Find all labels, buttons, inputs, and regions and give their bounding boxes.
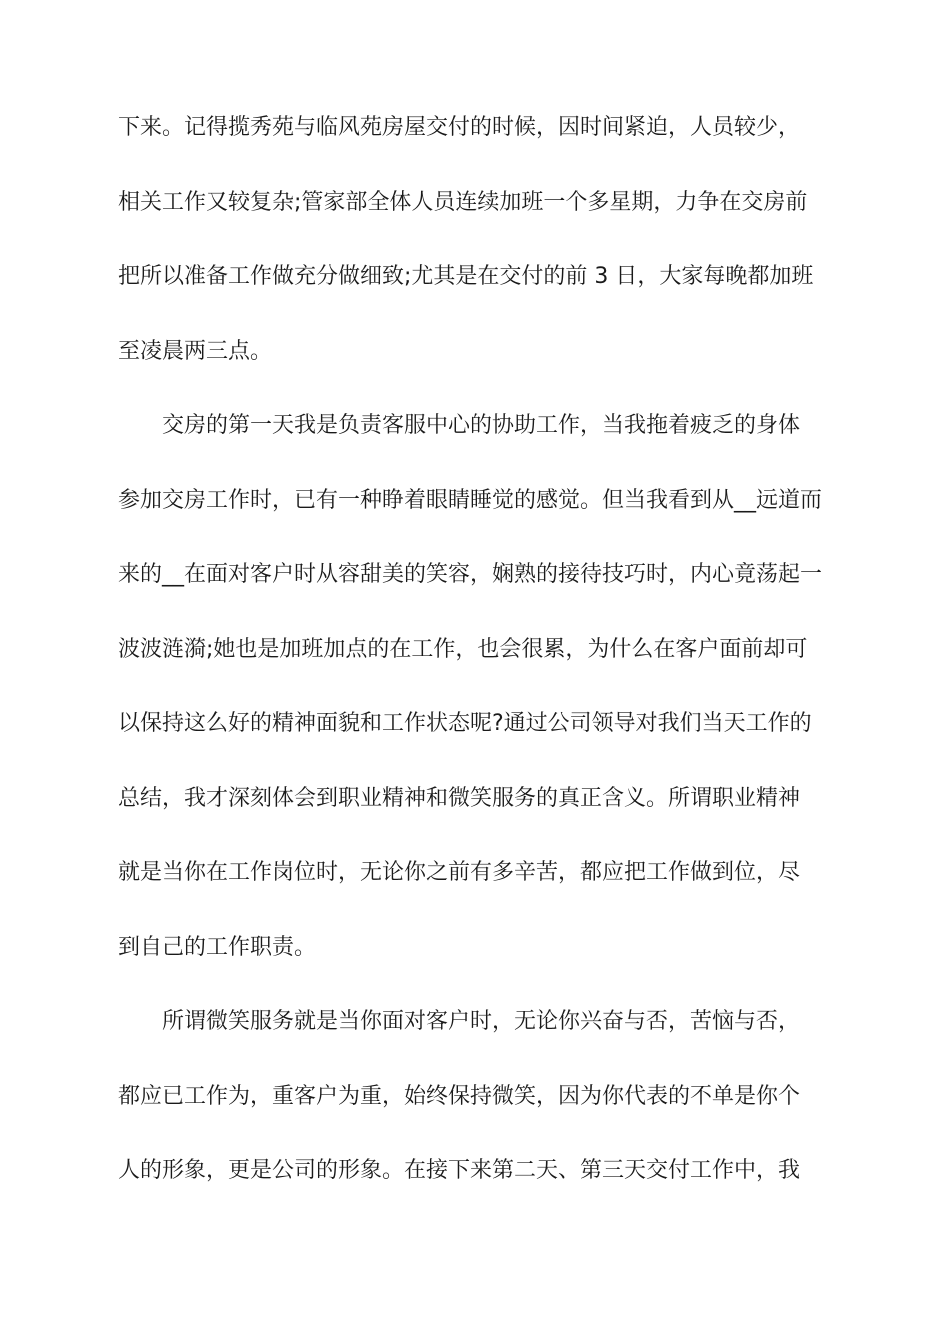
text-line: 总结，我才深刻体会到职业精神和微笑服务的真正含义。所谓职业精神 [118,785,801,811]
text-line: 波波涟漪;她也是加班加点的在工作，也会很累，为什么在客户面前却可 [118,636,808,662]
paragraph-start-line: 交房的第一天我是负责客服中心的协助工作，当我拖着疲乏的身体 [162,413,801,438]
text-line: 人的形象，更是公司的形象。在接下来第二天、第三天交付工作中，我 [118,1158,801,1183]
text-line: 下来。记得揽秀苑与临风苑房屋交付的时候，因时间紧迫，人员较少， [118,115,801,140]
text-line: 来的__在面对客户时从容甜美的笑容，娴熟的接待技巧时，内心竟荡起一 [118,562,823,587]
text-line: 到自己的工作职责。 [118,934,317,960]
text-line: 就是当你在工作岗位时，无论你之前有多辛苦，都应把工作做到位，尽 [118,860,801,885]
paragraph-start-line: 所谓微笑服务就是当你面对客户时，无论你兴奋与否，苦恼与否， [162,1009,801,1034]
text-line: 以保持这么好的精神面貌和工作状态呢?通过公司领导对我们当天工作的 [118,711,812,736]
text-line: 都应已工作为，重客户为重，始终保持微笑，因为你代表的不单是你个 [118,1083,801,1109]
text-line: 相关工作又较复杂;管家部全体人员连续加班一个多星期，力争在交房前 [118,189,808,215]
text-line: 至凌晨两三点。 [118,338,273,364]
text-line: 把所以准备工作做充分做细致;尤其是在交付的前 3 日，大家每晚都加班 [118,264,814,289]
text-line: 参加交房工作时，已有一种睁着眼睛睡觉的感觉。但当我看到从__远道而 [118,487,823,513]
document-body [118,91,838,1209]
